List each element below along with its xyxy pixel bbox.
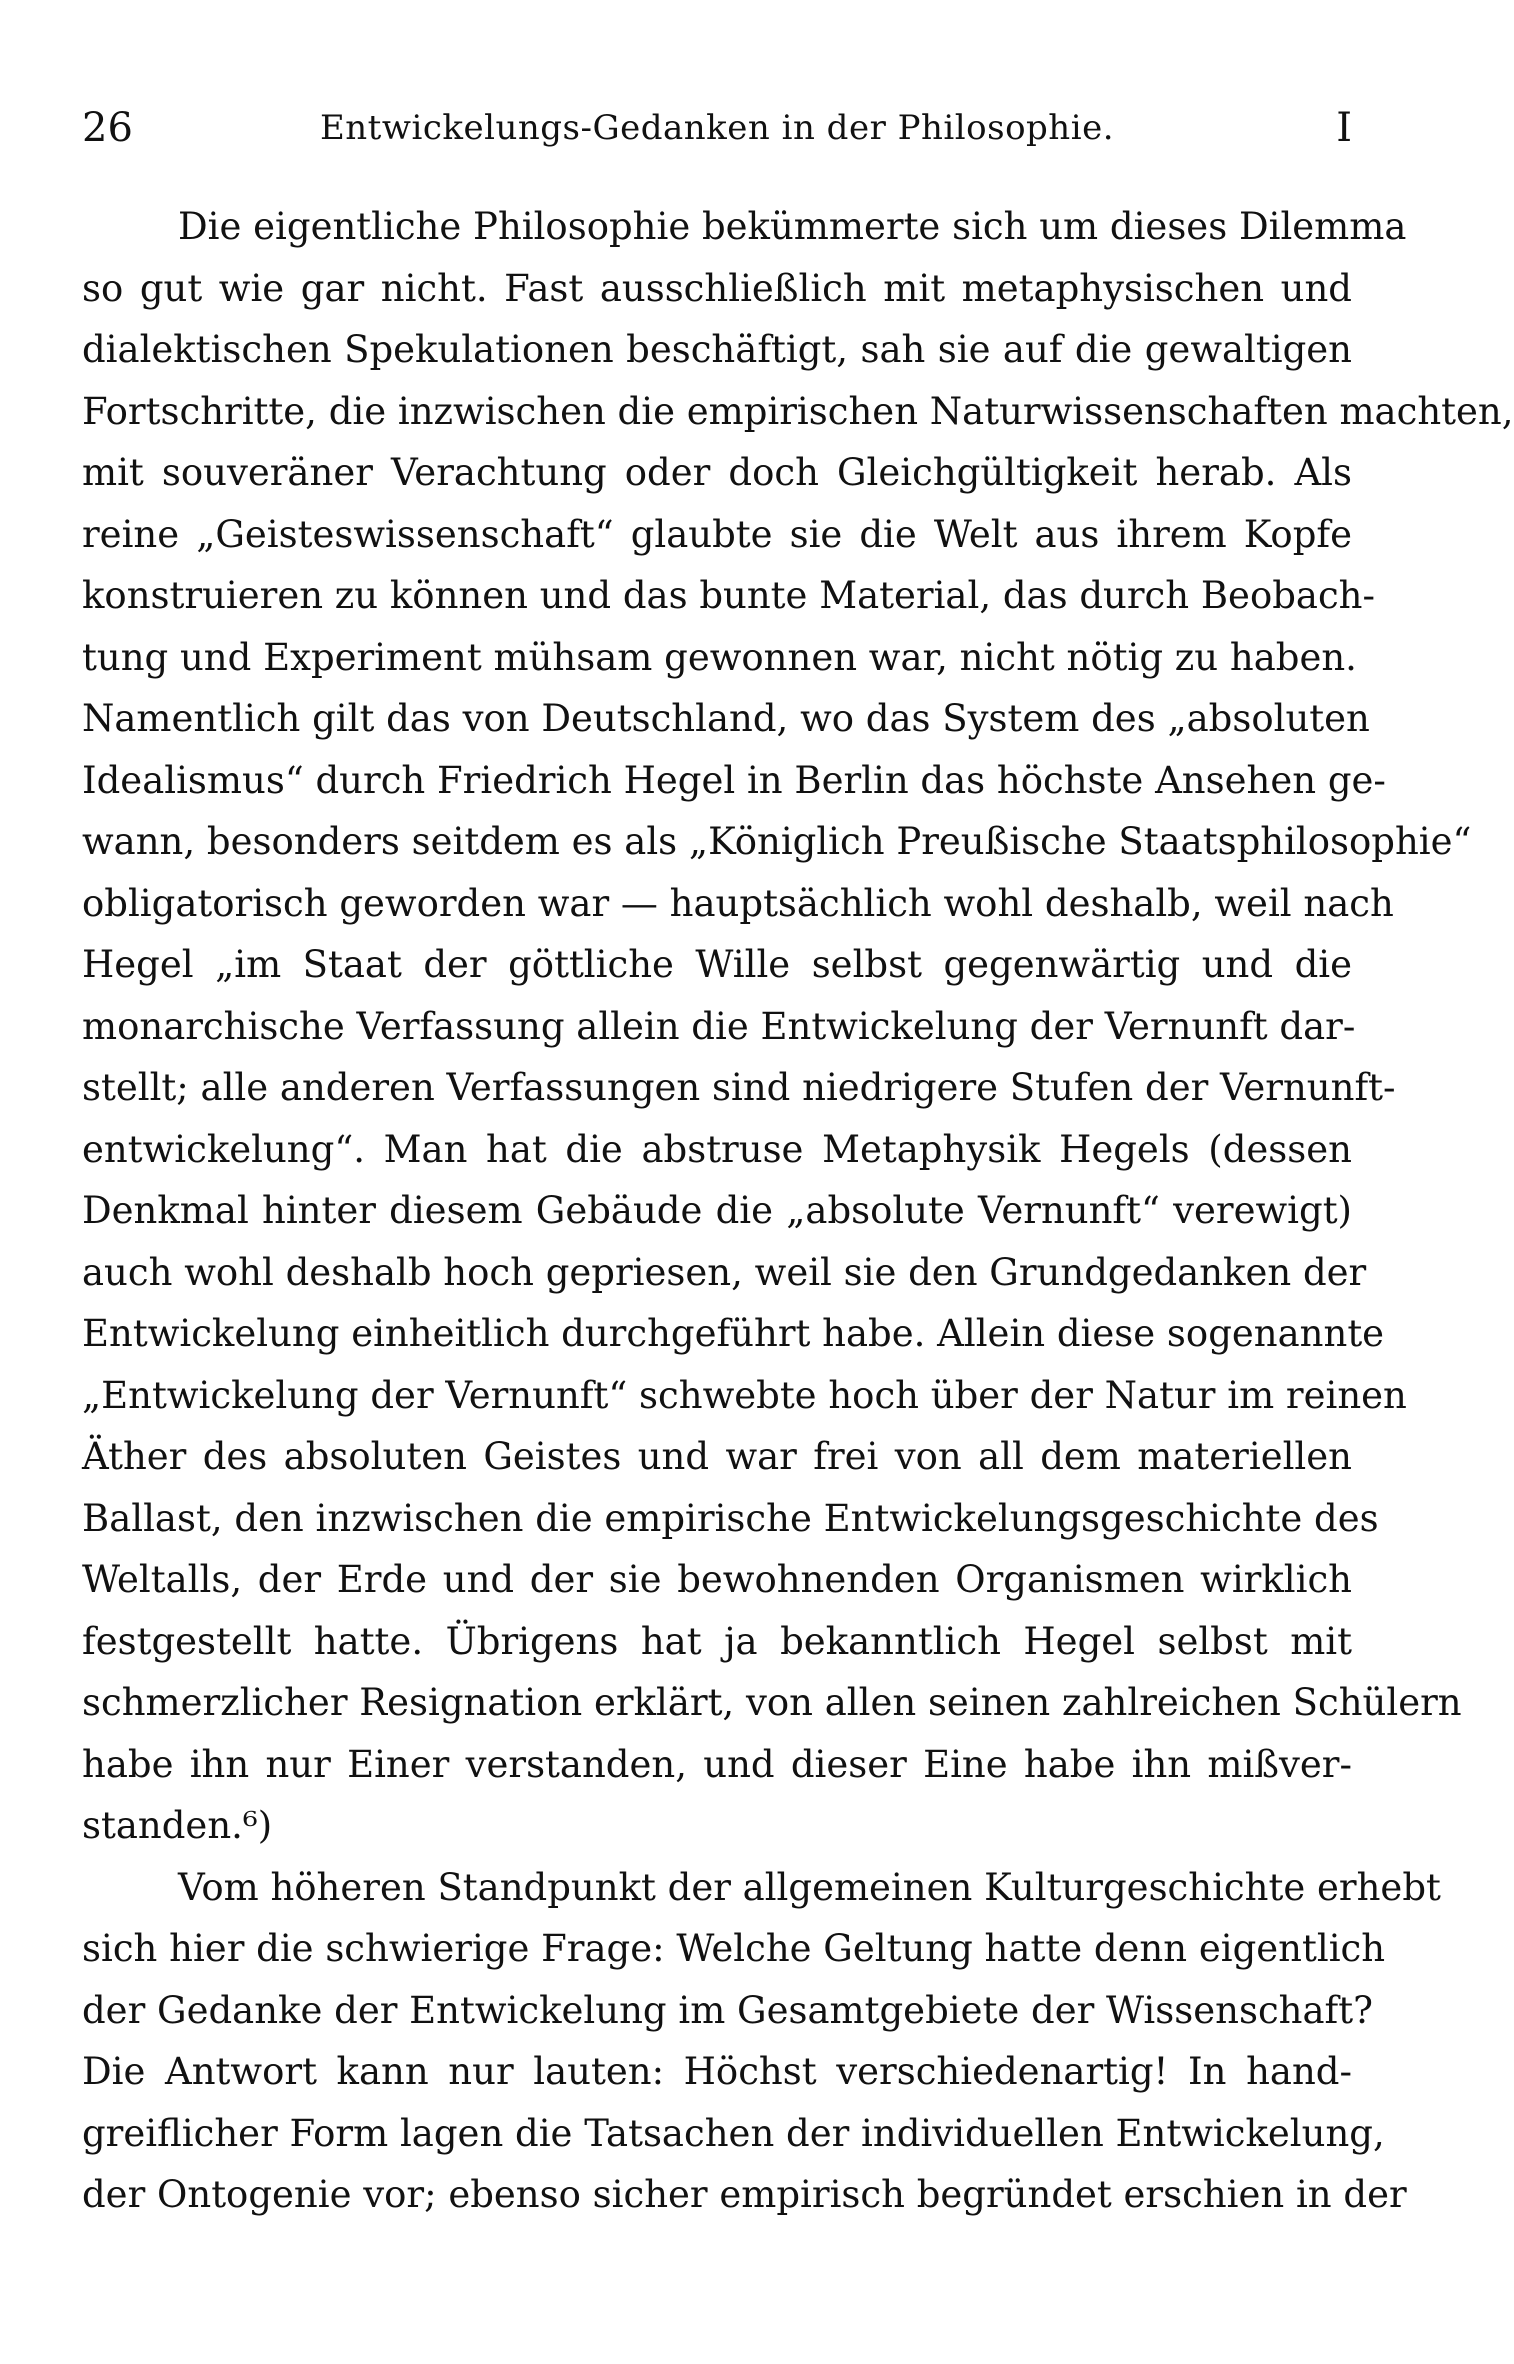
- text-line: Hegel „im Staat der göttliche Wille selbst gegenwärtig und die: [82, 943, 1352, 986]
- text-line: habe ihn nur Einer verstanden, und dieser Eine habe ihn mißver-: [82, 1742, 1352, 1786]
- text-line: der Ontogenie vor; ebenso sicher empirisch begründet erschien in der: [82, 2173, 1407, 2216]
- text-line: Denkmal hinter diesem Gebäude die „absolute Vernunft“ verewigt): [82, 1189, 1352, 1232]
- text-line: stellt; alle anderen Verfassungen sind niedrigere Stufen der Vernunft-: [82, 1066, 1396, 1109]
- page-header: [82, 98, 1352, 158]
- text-line: festgestellt hatte. Übrigens hat ja bekanntlich Hegel selbst mit: [82, 1619, 1352, 1663]
- running-title: Entwickelungs-Gedanken in der Philosophie.: [319, 108, 1115, 148]
- text-line: dialektischen Spekulationen beschäftigt, sah sie auf die gewaltigen: [82, 328, 1352, 371]
- text-line: Die Antwort kann nur lauten: Höchst verschiedenartig! In hand-: [82, 2050, 1352, 2093]
- text-line: Äther des absoluten Geistes und war frei von all dem materiellen: [82, 1435, 1352, 1478]
- text-line: Vom höheren Standpunkt der allgemeinen Kulturgeschichte erhebt: [178, 1865, 1441, 1909]
- paragraph: [82, 1857, 1441, 2226]
- text-line: monarchische Verfassung allein die Entwickelung der Vernunft dar-: [82, 1004, 1356, 1048]
- text-line: entwickelung“. Man hat die abstruse Metaphysik Hegels (dessen: [82, 1127, 1352, 1171]
- text-line: „Entwickelung der Vernunft“ schwebte hoch über der Natur im reinen: [82, 1373, 1407, 1417]
- text-line: reine „Geisteswissenschaft“ glaubte sie die Welt aus ihrem Kopfe: [82, 512, 1352, 556]
- text-line: standen.⁶): [82, 1804, 273, 1847]
- text-line: schmerzlicher Resignation erklärt, von allen seinen zahlreichen Schülern: [82, 1681, 1462, 1724]
- text-line: Entwickelung einheitlich durchgeführt habe. Allein diese sogenannte: [82, 1312, 1385, 1355]
- text-line: der Gedanke der Entwickelung im Gesamtgebiete der Wissenschaft?: [82, 1988, 1373, 2032]
- paragraph: [82, 196, 1514, 1857]
- page-number: 26: [82, 105, 133, 151]
- text-line: Die eigentliche Philosophie bekümmerte sich um dieses Dilemma: [178, 205, 1407, 248]
- text-line: obligatorisch geworden war — hauptsächlich wohl deshalb, weil nach: [82, 881, 1394, 925]
- text-line: so gut wie gar nicht. Fast ausschließlich mit metaphysischen und: [82, 266, 1352, 310]
- text-line: Weltalls, der Erde und der sie bewohnenden Organismen wirklich: [82, 1558, 1352, 1601]
- text-line: greiflicher Form lagen die Tatsachen der individuellen Entwickelung,: [82, 2111, 1385, 2155]
- text-line: wann, besonders seitdem es als „Königlich Preußische Staatsphilosophie“: [82, 820, 1472, 863]
- section-mark: I: [1336, 105, 1352, 151]
- text-line: Ballast, den inzwischen die empirische Entwickelungsgeschichte des: [82, 1496, 1379, 1540]
- text-line: Namentlich gilt das von Deutschland, wo das System des „absoluten: [82, 697, 1370, 740]
- text-line: mit souveräner Verachtung oder doch Gleichgültigkeit herab. Als: [82, 451, 1352, 494]
- text-line: Idealismus“ durch Friedrich Hegel in Berlin das höchste Ansehen ge-: [82, 758, 1386, 802]
- body-text: [82, 196, 1514, 2226]
- text-line: tung und Experiment mühsam gewonnen war, nicht nötig zu haben.: [82, 635, 1357, 679]
- text-line: auch wohl deshalb hoch gepriesen, weil sie den Grundgedanken der: [82, 1250, 1367, 1294]
- text-line: Fortschritte, die inzwischen die empirischen Naturwissenschaften machten,: [82, 389, 1514, 433]
- text-line: konstruieren zu können und das bunte Material, das durch Beobach-: [82, 574, 1376, 617]
- text-line: sich hier die schwierige Frage: Welche Geltung hatte denn eigentlich: [82, 1927, 1386, 1970]
